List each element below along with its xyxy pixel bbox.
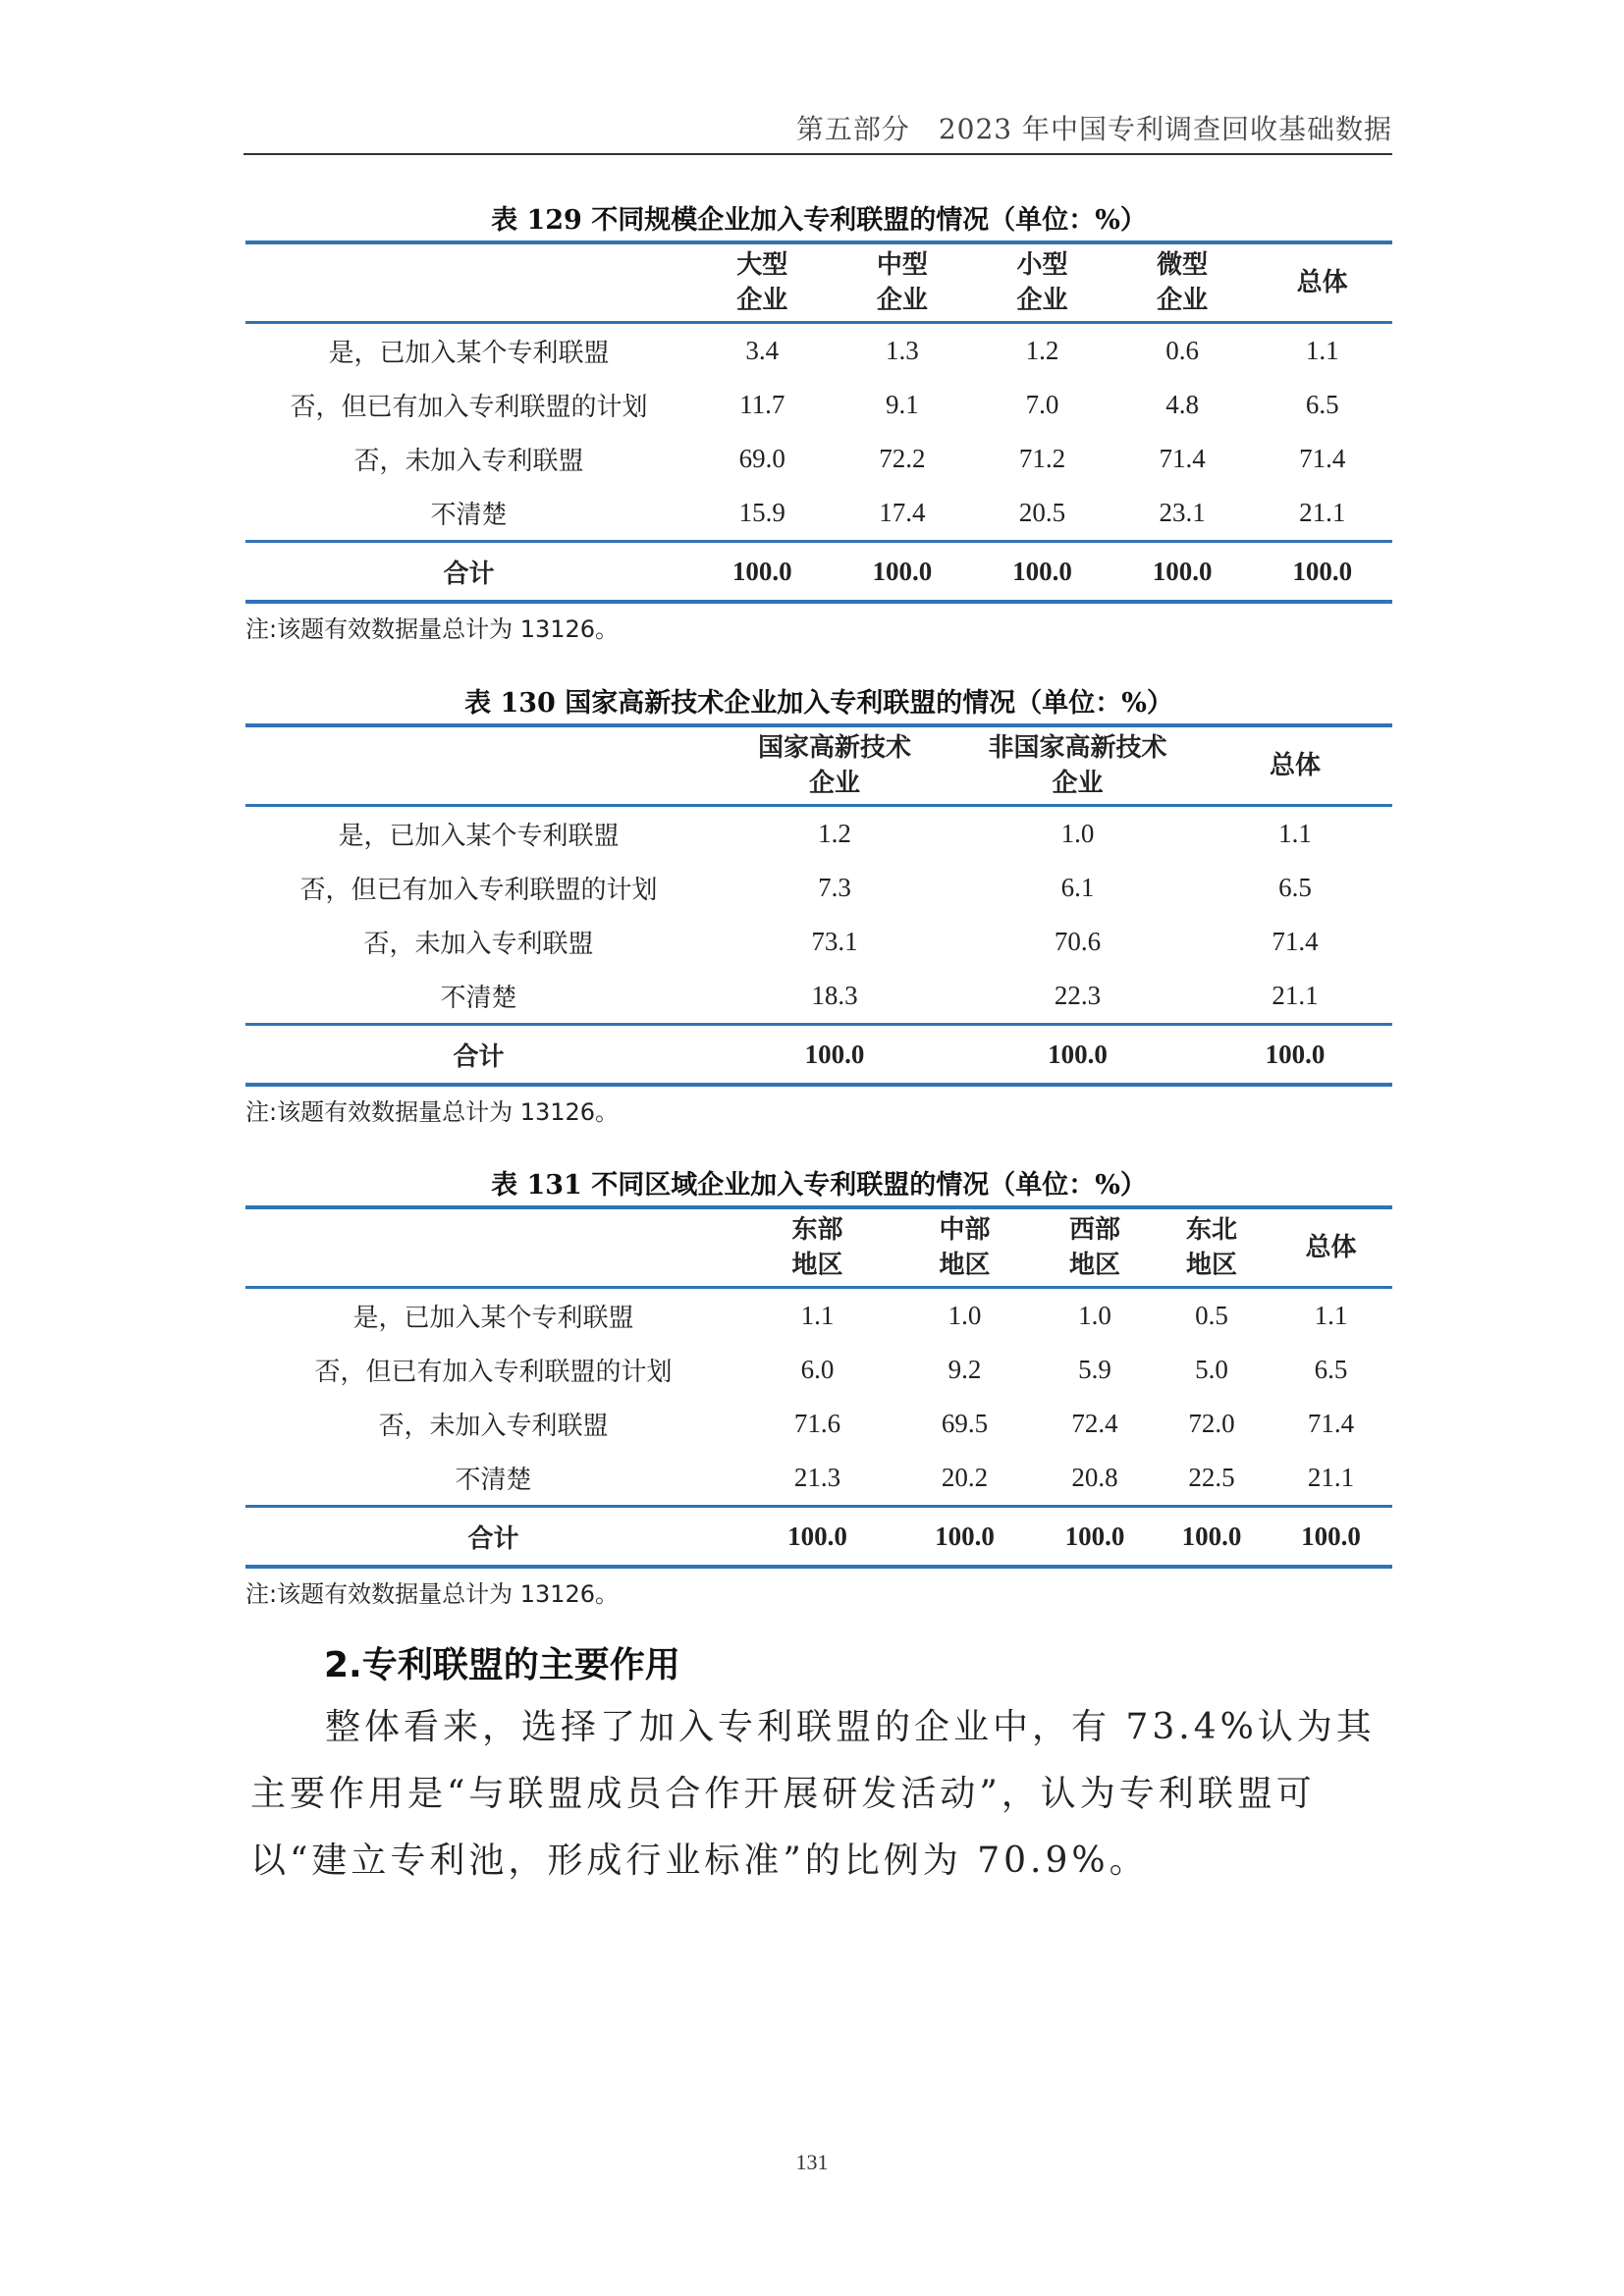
- cell: 21.3: [793, 1463, 841, 1492]
- column-header-line: 非国家高新技术: [988, 733, 1167, 763]
- cell: 22.5: [1188, 1463, 1235, 1492]
- total-cell: 100.0: [893, 1507, 1036, 1568]
- cell: 1.3: [886, 336, 919, 365]
- total-cell: 100.0: [957, 1025, 1198, 1086]
- cell: 71.4: [1159, 444, 1206, 473]
- cell: 1.2: [1025, 336, 1059, 365]
- column-header: [972, 242, 1112, 323]
- cell: 20.8: [1071, 1463, 1118, 1492]
- total-label: 合计: [245, 1507, 741, 1568]
- total-cell: 100.0: [1036, 1507, 1154, 1568]
- table-note: 注:该题有效数据量总计为 13126。: [245, 1098, 620, 1126]
- cell: 21.1: [1307, 1463, 1355, 1492]
- column-header-line: 企业: [1157, 286, 1209, 315]
- column-header-line: 总体: [1296, 268, 1348, 297]
- data-table: [245, 723, 1392, 1087]
- cell: 21.1: [1272, 981, 1319, 1010]
- table-note: 注:该题有效数据量总计为 13126。: [245, 615, 620, 643]
- row-label: 否，但已有加入专利联盟的计划: [290, 393, 648, 422]
- column-header-line: 企业: [1052, 769, 1104, 798]
- table-row: [245, 1397, 1392, 1451]
- cell: 1.0: [1078, 1301, 1111, 1330]
- column-header: [1252, 242, 1392, 323]
- section-heading: 2.专利联盟的主要作用: [324, 1645, 680, 1685]
- column-header: [692, 242, 833, 323]
- column-header: [893, 1207, 1036, 1288]
- cell: 21.1: [1299, 498, 1346, 527]
- cell: 71.2: [1018, 444, 1066, 473]
- table-row: [245, 1288, 1392, 1344]
- cell: 1.1: [1314, 1301, 1348, 1330]
- table-row: [245, 806, 1392, 862]
- cell: 4.8: [1165, 390, 1199, 419]
- cell: 5.9: [1078, 1355, 1111, 1384]
- row-header-corner: [245, 242, 692, 323]
- column-header: [957, 725, 1198, 806]
- header-rule: [244, 153, 1392, 155]
- table-131-block: [245, 1166, 1392, 1609]
- cell: 3.4: [745, 336, 780, 365]
- cell: 17.4: [879, 498, 926, 527]
- cell: 72.0: [1188, 1409, 1235, 1438]
- cell: 18.3: [811, 981, 858, 1010]
- cell: 1.1: [1305, 336, 1339, 365]
- total-cell: 100.0: [712, 1025, 957, 1086]
- cell: 72.4: [1071, 1409, 1118, 1438]
- column-header-line: 中型: [876, 250, 928, 280]
- data-table: [245, 240, 1392, 604]
- column-header-line: 东北: [1185, 1215, 1237, 1245]
- table-note: 注:该题有效数据量总计为 13126。: [245, 1580, 620, 1608]
- table-row: [245, 969, 1392, 1025]
- total-row: [245, 1025, 1392, 1086]
- row-label: 是，已加入某个专利联盟: [328, 339, 610, 368]
- total-cell: 100.0: [692, 542, 833, 603]
- cell: 1.2: [818, 819, 851, 848]
- cell: 6.5: [1278, 873, 1312, 902]
- row-label: 否，未加入专利联盟: [363, 930, 594, 959]
- row-label: 否，但已有加入专利联盟的计划: [299, 876, 658, 905]
- row-header-corner: [245, 725, 712, 806]
- cell: 72.2: [879, 444, 926, 473]
- table-row: [245, 323, 1392, 379]
- total-cell: 100.0: [972, 542, 1112, 603]
- table-row: [245, 378, 1392, 432]
- cell: 69.0: [738, 444, 785, 473]
- cell: 5.0: [1195, 1355, 1228, 1384]
- total-label: 合计: [245, 1025, 712, 1086]
- table-row: [245, 432, 1392, 486]
- total-cell: 100.0: [1154, 1507, 1270, 1568]
- column-header-line: 国家高新技术: [757, 733, 911, 763]
- cell: 71.4: [1299, 444, 1346, 473]
- row-label: 否，未加入专利联盟: [378, 1412, 609, 1441]
- row-label: 否，但已有加入专利联盟的计划: [314, 1358, 673, 1387]
- total-cell: 100.0: [1270, 1507, 1392, 1568]
- column-header-line: 西部: [1068, 1215, 1120, 1245]
- column-header: [1036, 1207, 1154, 1288]
- header-row: [245, 725, 1392, 806]
- column-header: [833, 242, 973, 323]
- cell: 1.0: [947, 1301, 982, 1330]
- cell: 69.5: [941, 1409, 989, 1438]
- table-caption: 表 130 国家高新技术企业加入专利联盟的情况（单位：%）: [464, 688, 1173, 719]
- total-cell: 100.0: [833, 542, 973, 603]
- header-row: [245, 1207, 1392, 1288]
- table-130-block: [245, 684, 1392, 1127]
- column-header: [741, 1207, 893, 1288]
- row-label: 否，未加入专利联盟: [353, 447, 584, 476]
- header-row: [245, 242, 1392, 323]
- table-row: [245, 1343, 1392, 1397]
- cell: 6.0: [800, 1355, 835, 1384]
- column-header-line: 小型: [1016, 250, 1068, 280]
- column-header: [1198, 725, 1392, 806]
- cell: 71.6: [793, 1409, 841, 1438]
- cell: 1.1: [1278, 819, 1312, 848]
- cell: 15.9: [738, 498, 785, 527]
- column-header-line: 地区: [939, 1251, 991, 1280]
- cell: 9.2: [947, 1355, 982, 1384]
- column-header-line: 中部: [939, 1215, 991, 1245]
- total-cell: 100.0: [1252, 542, 1392, 603]
- table-129-block: [245, 201, 1392, 644]
- column-header: [1112, 242, 1253, 323]
- cell: 7.0: [1025, 390, 1059, 419]
- column-header-line: 企业: [1016, 286, 1068, 315]
- cell: 7.3: [818, 873, 851, 902]
- row-label: 是，已加入某个专利联盟: [352, 1304, 634, 1333]
- total-row: [245, 1507, 1392, 1568]
- total-cell: 100.0: [1112, 542, 1253, 603]
- column-header-line: 总体: [1305, 1233, 1357, 1262]
- cell: 6.5: [1314, 1355, 1348, 1384]
- column-header-line: 总体: [1269, 751, 1321, 780]
- cell: 0.5: [1195, 1301, 1228, 1330]
- row-label: 是，已加入某个专利联盟: [338, 822, 620, 851]
- cell: 20.2: [941, 1463, 989, 1492]
- column-header-line: 微型: [1157, 250, 1209, 280]
- column-header-line: 东部: [791, 1215, 843, 1245]
- table-row: [245, 861, 1392, 915]
- cell: 71.4: [1307, 1409, 1355, 1438]
- cell: 22.3: [1054, 981, 1102, 1010]
- column-header-line: 地区: [1185, 1251, 1237, 1280]
- total-cell: 100.0: [741, 1507, 893, 1568]
- total-row: [245, 542, 1392, 603]
- column-header-line: 大型: [736, 250, 788, 280]
- cell: 6.5: [1305, 390, 1339, 419]
- column-header: [712, 725, 957, 806]
- body-paragraph: 整体看来，选择了加入专利联盟的企业中，有 73.4%认为其主要作用是“与联盟成员合作开展研发活动”，认为专利联盟可以“建立专利池，形成行业标准”的比例为 70.9%。: [250, 1707, 1376, 1881]
- cell: 6.1: [1060, 873, 1095, 902]
- table-caption: 表 131 不同区域企业加入专利联盟的情况（单位：%）: [491, 1170, 1147, 1201]
- table-row: [245, 1451, 1392, 1507]
- page-number: 131: [795, 2150, 829, 2174]
- column-header-line: 地区: [791, 1251, 843, 1280]
- cell: 11.7: [739, 390, 785, 419]
- column-header: [1154, 1207, 1270, 1288]
- column-header-line: 企业: [736, 286, 788, 315]
- total-label: 合计: [245, 542, 692, 603]
- row-header-corner: [245, 1207, 741, 1288]
- cell: 20.5: [1018, 498, 1066, 527]
- column-header-line: 企业: [808, 769, 860, 798]
- cell: 1.0: [1060, 819, 1095, 848]
- cell: 71.4: [1272, 927, 1319, 956]
- cell: 0.6: [1165, 336, 1199, 365]
- row-label: 不清楚: [455, 1466, 532, 1495]
- total-cell: 100.0: [1198, 1025, 1392, 1086]
- running-header: 第五部分 2023 年中国专利调查回收基础数据: [795, 113, 1392, 145]
- column-header-line: 企业: [876, 286, 928, 315]
- cell: 9.1: [886, 390, 919, 419]
- cell: 73.1: [811, 927, 858, 956]
- cell: 23.1: [1159, 498, 1206, 527]
- table-caption: 表 129 不同规模企业加入专利联盟的情况（单位：%）: [491, 205, 1147, 236]
- row-label: 不清楚: [440, 984, 517, 1013]
- data-table: [245, 1205, 1392, 1569]
- cell: 1.1: [800, 1301, 835, 1330]
- table-row: [245, 915, 1392, 969]
- column-header-line: 地区: [1068, 1251, 1120, 1280]
- row-label: 不清楚: [430, 501, 508, 530]
- cell: 70.6: [1054, 927, 1102, 956]
- column-header: [1270, 1207, 1392, 1288]
- table-row: [245, 486, 1392, 542]
